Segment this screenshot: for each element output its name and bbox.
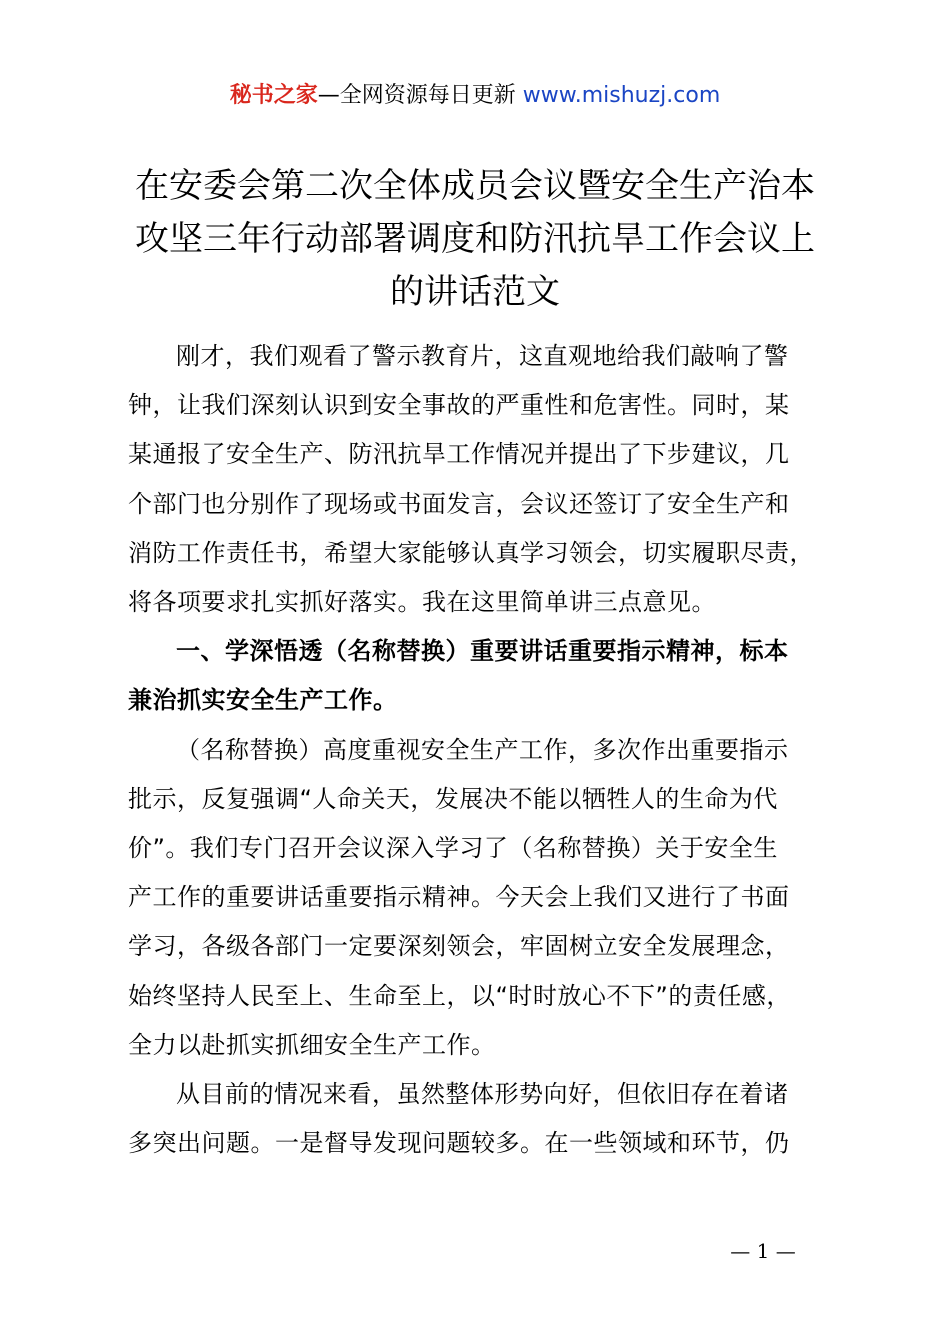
text-line: 学习，各级各部门一定要深刻领会，牢固树立安全发展理念， (128, 932, 790, 961)
text-line: 兼治抓实安全生产工作。 (128, 686, 398, 715)
text-line: 始终坚持人民至上、生命至上，以“时时放心不下”的责任感， (128, 981, 791, 1010)
text-line: 全力以赴抓实抓细安全生产工作。 (128, 1030, 496, 1059)
title-line: 的讲话范文 (390, 272, 560, 312)
text-line: 从目前的情况来看，虽然整体形势向好，但依旧存在着诸 (176, 1080, 789, 1109)
text-line: 消防工作责任书，希望大家能够认真学习领会，切实履职尽责， (128, 538, 814, 567)
title-line: 攻坚三年行动部署调度和防汛抗旱工作会议上 (135, 219, 815, 259)
text-line: 钟，让我们深刻认识到安全事故的严重性和危害性。同时，某 (128, 391, 790, 420)
header-slogan: —全网资源每日更新 (317, 83, 516, 108)
title-line: 在安委会第二次全体成员会议暨安全生产治本 (135, 166, 815, 206)
text-line: 刚才，我们观看了警示教育片，这直观地给我们敲响了警 (176, 342, 789, 370)
document-body (128, 332, 858, 1168)
site-header (0, 80, 950, 112)
text-line: 价”。我们专门召开会议深入学习了（名称替换）关于安全生 (128, 834, 778, 863)
text-line: 批示，反复强调“人命关天，发展决不能以牺牲人的生命为代 (128, 784, 778, 813)
text-line: 个部门也分别作了现场或书面发言，会议还签订了安全生产和 (128, 489, 790, 518)
document-title (110, 160, 840, 319)
text-line: 将各项要求扎实抓好落实。我在这里简单讲三点意见。 (128, 588, 716, 617)
page-number: — 1 — (730, 1239, 796, 1263)
text-line: 多突出问题。一是督导发现问题较多。在一些领域和环节，仍 (128, 1129, 790, 1158)
paragraph-instructions (128, 726, 858, 1070)
section-heading (128, 627, 858, 725)
site-url-link[interactable]: www.mishuzj.com (522, 83, 721, 108)
brand-name: 秘书之家 (229, 83, 318, 108)
paragraph-situation (128, 1070, 858, 1168)
paragraph-intro (128, 332, 858, 627)
text-line: 产工作的重要讲话重要指示精神。今天会上我们又进行了书面 (128, 883, 790, 912)
text-line: 一、学深悟透（名称替换）重要讲话重要指示精神，标本 (176, 637, 789, 666)
text-line: （名称替换）高度重视安全生产工作，多次作出重要指示 (176, 735, 789, 764)
text-line: 某通报了安全生产、防汛抗旱工作情况并提出了下步建议，几 (128, 440, 790, 469)
